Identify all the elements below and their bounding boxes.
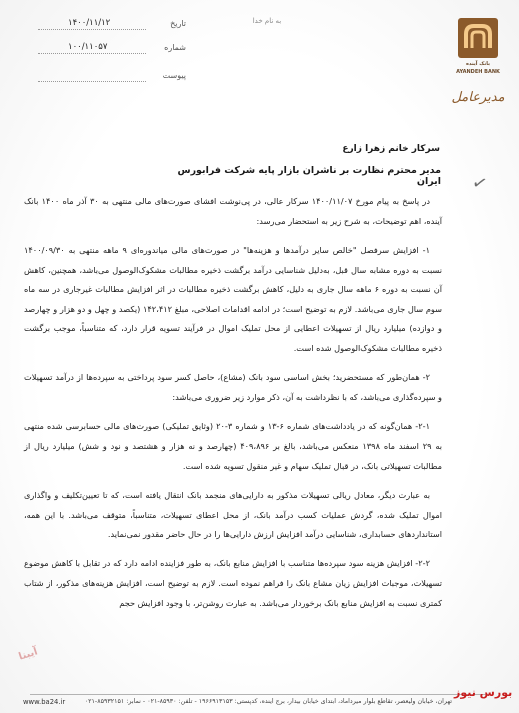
date-value: ۱۴۰۰/۱۱/۱۲ — [68, 18, 111, 28]
salutation: سرکار خانم زهرا زارع — [342, 144, 440, 154]
attachment-label: پیوست — [162, 71, 186, 80]
letter-heading: مدیر محترم نظارت بر ناشران بازار پایه شرکت فرابورس ایران — [177, 165, 441, 187]
paragraph: به عبارت دیگر، معادل ریالی تسهیلات مذکور به دارایی‌های منجمد بانک انتقال یافته است، که تا تعیین‌تکلیف و واگذاری اموال تملیک شده، گردش عملیات کسب درآمد بانک، از محل اعطای تسهیلات، متناسباً، متوقف می‌باشد. با این همه، استانداردهای حسابداری، شناسایی درآمد افزایش ارزش دارایی‌ها را در حال حاضر مقدور نمی‌نماید. — [24, 489, 442, 540]
date-label: تاریخ — [170, 19, 186, 28]
number-field — [38, 43, 186, 57]
date-field — [38, 19, 186, 33]
watermark-logo: بورس نیوز — [454, 686, 513, 699]
bank-logo-icon — [458, 18, 498, 58]
number-dotted-line — [38, 53, 146, 54]
paragraph: ۲-۱- همان‌گونه که در یادداشت‌های شماره ۶-۱۳ و شماره ۳-۲۰ (وثایق تملیکی) صورت‌های مالی حسابرسی شده منتهی به ۲۹ اسفند ماه ۱۳۹۸ منعکس می‌باشد، بالغ بر ۴۰۹،۸۹۶ (چهارصد و نه هزار و هشتصد و نود و شش) میلیارد ریال از مطالبات تسهیلاتی بانک، در قبال تملیک سهام و غیر منقول تسویه شده است. — [24, 421, 442, 471]
footer-website-link[interactable]: www.ba24.ir — [23, 698, 66, 706]
check-mark-icon: ✓ — [469, 171, 490, 196]
attachment-dotted-line — [38, 81, 146, 82]
number-label: شماره — [164, 43, 186, 52]
signature-mark: مدیرعامل — [451, 90, 505, 105]
footer-divider — [30, 694, 490, 695]
letter-body — [24, 192, 442, 623]
date-dotted-line — [38, 29, 146, 30]
bismillah: به نام خدا — [252, 17, 282, 25]
number-value: ۱۰۰/۱۱۰۵۷ — [68, 42, 108, 52]
bank-name-fa: بانک آینده — [466, 61, 490, 67]
footer-address: تهران، خیابان ولیعصر، تقاطع بلوار میرداماد، ابتدای خیابان بیدار، برج آینده، کدپستی: ۱۹۶۶۹۱۳۱۵۳ - تلفن: ۸۵۹۳۰-۰۲۱ - نمابر: ۸۵۹۳۲۱۵۱-۰۲۱ — [84, 698, 452, 705]
corner-watermark: آیبنا — [17, 646, 40, 663]
bank-name-en: AYANDEH BANK — [456, 69, 500, 75]
paragraph: ۲- همان‌طور که مستحضرید؛ بخش اساسی سود بانک (مشاع)، حاصل کسر سود پرداختی به سپرده‌ها از درآمد تسهیلات و سپرده‌گذاری می‌باشد، که با نظرداشت به آن، ذکر موارد زیر ضروری می‌باشد: — [24, 372, 442, 402]
attachment-field — [38, 71, 186, 85]
paragraph: ۱- افزایش سرفصل "خالص سایر درآمدها و هزینه‌ها" در صورت‌های مالی میاندوره‌ای ۹ ماهه منتهی به ۱۴۰۰/۰۹/۳۰ نسبت به دوره مشابه سال قبل، به‌دلیل شناسایی درآمد برگشت ذخیره مطالبات مشکوک‌الوصول می‌باشد، همچنین، کاهش آن نسبت به دوره ۶ ماهه سال جاری به دلیل، کاهش برگشت ذخیره مطالبات در اثر افزایش مطالبات غیرجاری در سه ماه سوم سال جاری می‌باشد. لازم به توضیح است؛ در ادامه اقدامات اصلاحی، مبلغ ۱۴۲،۴۱۲ (یکصد و چهل و دو هزار و چهارصد و دوازده) میلیارد ریال از تسهیلات اعطایی از محل تملیک اموال در فرآیند تسویه قرار دارد، که متناسباً، موجب برگشت ذخیره مطالبات مشکوک‌الوصول شده است. — [24, 244, 442, 353]
paragraph: در پاسخ به پیام مورخ ۱۴۰۰/۱۱/۰۷ سرکار عالی، در پی‌نوشت افشای صورت‌های مالی منتهی به ۳۰ آذر ماه ۱۴۰۰ بانک آینده، اهم توضیحات، به شرح زیر به استحضار می‌رسد: — [24, 196, 442, 226]
paragraph: ۲-۲- افزایش هزینه سود سپرده‌ها متناسب با افزایش منابع بانک، به طور فزاینده ادامه دارد که در تقابل با کاهش موضوع تسهیلات، موجبات افزایش زیان مشاع بانک را فراهم نموده است. لازم به توضیح است، افزایش هزینه‌های مذکور، از شتاب کمتری نسبت به افزایش منابع بانک برخوردار می‌باشد. به عبارت روشن‌تر، با وجود افزایش حجم — [24, 558, 442, 608]
